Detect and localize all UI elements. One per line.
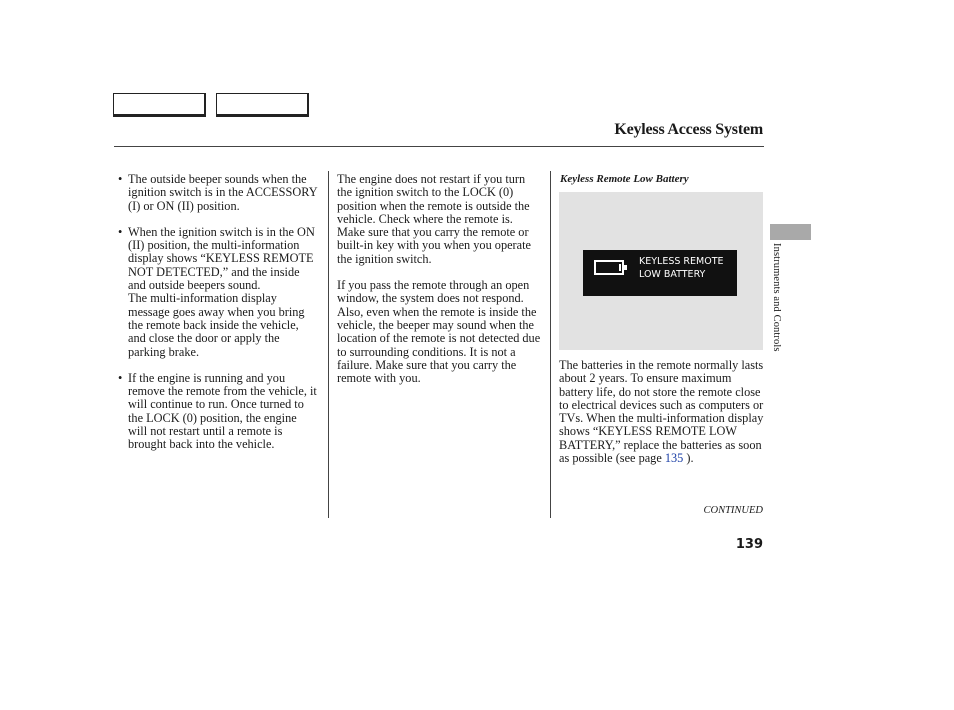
column-3-text	[559, 359, 765, 465]
page-number: 139	[735, 537, 763, 552]
page-135-link[interactable]: 135	[664, 451, 684, 466]
paragraph-open-window: If you pass the remote through an open window, the system does not respond. Also, even when the remote is inside the vehicle, the beeper may sound when the location of the remote is not detected due to surrounding conditions. It is not a failure. Make sure that you carry the remote with you.	[337, 278, 541, 386]
subheading-low-battery: Keyless Remote Low Battery	[560, 173, 689, 185]
display-line-1: KEYLESS REMOTE	[639, 256, 724, 267]
bullet-outside-beeper: • The outside beeper sounds when the ignition switch is in the ACCESSORY (I) or ON (II) position.	[118, 173, 318, 213]
nav-previous-button[interactable]	[113, 93, 206, 117]
column-divider-1	[328, 171, 329, 518]
bullet-not-detected: • When the ignition switch is in the ON (II) position, the multi-information display shows “KEYLESS REMOTE NOT DETECTED,” and the inside and outside beepers sound.	[118, 226, 318, 292]
display-line-2: LOW BATTERY	[639, 269, 706, 280]
section-label: Instruments and Controls	[771, 243, 782, 352]
page-title: Keyless Access System	[614, 121, 763, 138]
battery-text-end: ).	[683, 451, 694, 466]
bullet-engine-running: • If the engine is running and you remove the remote from the vehicle, it will continue to run. Once turned to the LOCK (0) position, the engine will not restart until a remote is brought back into the vehicle.	[118, 372, 318, 452]
paragraph-battery-life	[559, 359, 765, 465]
section-tab	[770, 224, 811, 240]
header-rule	[114, 146, 764, 147]
column-divider-2	[550, 171, 551, 518]
battery-text: The batteries in the remote normally lasts about 2 years. To ensure maximum battery life, do not store the remote close to electrical devices such as computers or TVs. When the multi-information display shows “KEYLESS REMOTE LOW BATTERY,” replace the batteries as soon as possible (see page	[559, 358, 764, 466]
battery-icon	[594, 260, 624, 275]
column-2	[337, 173, 543, 385]
nav-next-button[interactable]	[216, 93, 309, 117]
low-battery-figure	[559, 192, 763, 350]
multi-info-display	[583, 250, 737, 296]
paragraph-message-away: The multi-information display message goes away when you bring the remote back inside the vehicle, and close the door or apply the parking brake.	[128, 291, 305, 359]
paragraph-no-restart: The engine does not restart if you turn the ignition switch to the LOCK (0) position when the remote is outside the vehicle. Check where the remote is. Make sure that you carry the remote or built-in key with you when you operate the ignition switch.	[337, 172, 531, 266]
column-1	[118, 173, 318, 452]
continued-label: CONTINUED	[703, 505, 763, 516]
